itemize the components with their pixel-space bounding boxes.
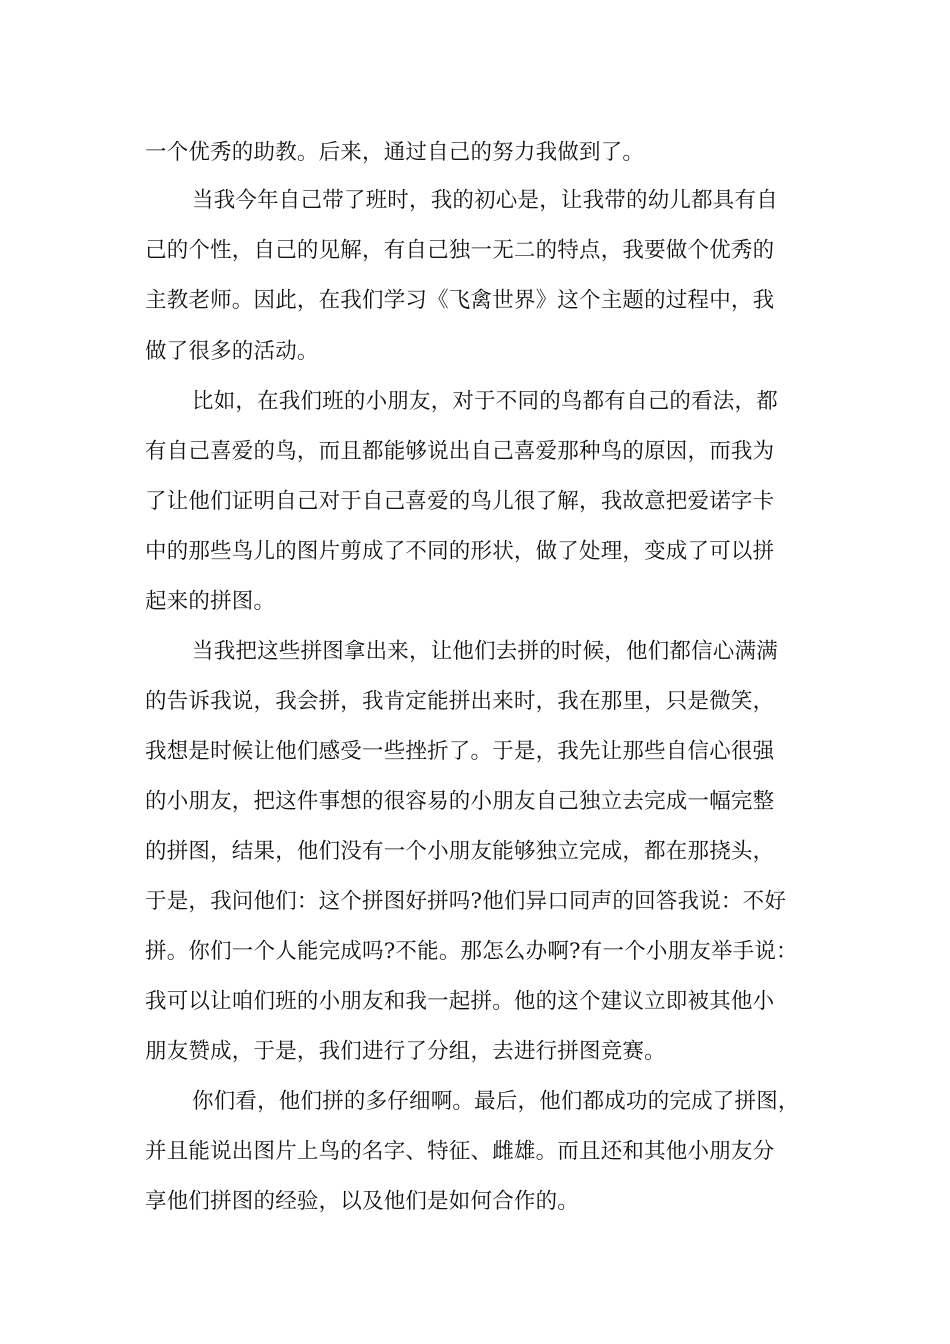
text-line: 了让他们证明自己对于自己喜爱的鸟儿很了解，我故意把爱诺字卡 bbox=[145, 489, 775, 514]
text-line: 享他们拼图的经验，以及他们是如何合作的。 bbox=[145, 1189, 580, 1214]
text-line: 己的个性，自己的见解，有自己独一无二的特点，我要做个优秀的 bbox=[145, 238, 775, 263]
text-line: 朋友赞成，于是，我们进行了分组，去进行拼图竞赛。 bbox=[145, 1039, 666, 1064]
paragraph-first-line: 你们看，他们拼的多仔细啊。最后，他们都成功的完成了拼图， bbox=[192, 1089, 800, 1114]
text-line: 我可以让咱们班的小朋友和我一起拼。他的这个建议立即被其他小 bbox=[145, 989, 775, 1014]
text-line: 有自己喜爱的鸟，而且都能够说出自己喜爱那种鸟的原因，而我为 bbox=[145, 439, 775, 464]
text-line: 主教老师。因此，在我们学习《飞禽世界》这个主题的过程中，我 bbox=[145, 288, 775, 313]
text-line: 中的那些鸟儿的图片剪成了不同的形状，做了处理，变成了可以拼 bbox=[145, 539, 775, 564]
text-line: 并且能说出图片上鸟的名字、特征、雌雄。而且还和其他小朋友分 bbox=[145, 1139, 775, 1164]
text-line: 拼。你们一个人能完成吗?不能。那怎么办啊?有一个小朋友举手说： bbox=[145, 939, 798, 964]
text-line: 做了很多的活动。 bbox=[145, 339, 319, 364]
text-line: 的拼图，结果，他们没有一个小朋友能够独立完成，都在那挠头， bbox=[145, 839, 775, 864]
text-line: 于是，我问他们：这个拼图好拼吗?他们异口同声的回答我说：不好 bbox=[145, 889, 787, 914]
text-line: 起来的拼图。 bbox=[145, 589, 276, 614]
paragraph-first-line: 比如，在我们班的小朋友，对于不同的鸟都有自己的看法，都 bbox=[192, 389, 778, 414]
text-line: 的告诉我说，我会拼，我肯定能拼出来时，我在那里，只是微笑， bbox=[145, 689, 775, 714]
text-line: 一个优秀的助教。后来，通过自己的努力我做到了。 bbox=[145, 140, 645, 165]
paragraph-first-line: 当我把这些拼图拿出来，让他们去拼的时候，他们都信心满满 bbox=[192, 639, 778, 664]
text-line: 我想是时候让他们感受一些挫折了。于是，我先让那些自信心很强 bbox=[145, 739, 775, 764]
paragraph-first-line: 当我今年自己带了班时，我的初心是，让我带的幼儿都具有自 bbox=[192, 188, 778, 213]
text-line: 的小朋友，把这件事想的很容易的小朋友自己独立去完成一幅完整 bbox=[145, 789, 775, 814]
